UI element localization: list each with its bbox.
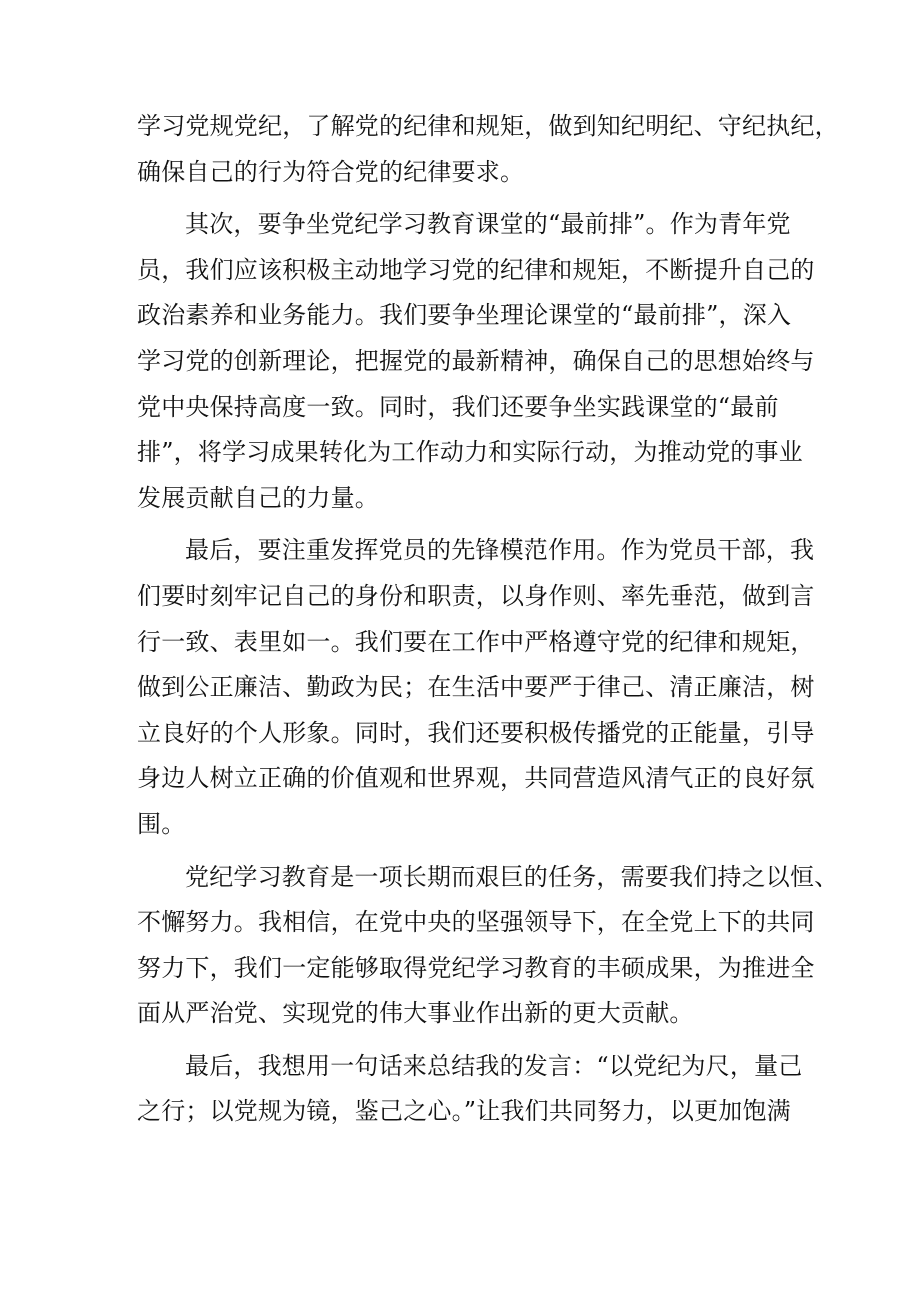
- text-line: 身边人树立正确的价值观和世界观，共同营造风清气正的良好氛: [137, 764, 815, 793]
- text-line: 不懈努力。我相信，在党中央的坚强领导下，在全党上下的共同: [137, 908, 815, 937]
- paragraph-start-line: 党纪学习教育是一项长期而艰巨的任务，需要我们持之以恒、: [185, 862, 839, 891]
- text-line: 面从严治党、实现党的伟大事业作出新的更大贡献。: [137, 999, 694, 1028]
- text-line: 努力下，我们一定能够取得党纪学习教育的丰硕成果，为推进全: [137, 953, 815, 982]
- text-line: 政治素养和业务能力。我们要争坐理论课堂的“最前排”，深入: [137, 301, 792, 330]
- text-line: 围。: [137, 809, 186, 838]
- text-line: 学习党的创新理论，把握党的最新精神，确保自己的思想始终与: [137, 346, 815, 375]
- text-line: 之行；以党规为镜，鉴己之心。”让我们共同努力，以更加饱满: [137, 1097, 791, 1126]
- text-line: 立良好的个人形象。同时，我们还要积极传播党的正能量，引导: [137, 718, 815, 747]
- paragraph-start-line: 最后，我想用一句话来总结我的发言：“以党纪为尺，量己: [185, 1051, 803, 1080]
- text-line: 们要时刻牢记自己的身份和职责，以身作则、率先垂范，做到言: [137, 581, 815, 610]
- text-line: 排”，将学习成果转化为工作动力和实际行动，为推动党的事业: [137, 438, 803, 467]
- text-line: 行一致、表里如一。我们要在工作中严格遵守党的纪律和规矩，: [137, 627, 815, 656]
- paragraph-start-line: 其次，要争坐党纪学习教育课堂的“最前排”。作为青年党: [185, 210, 791, 239]
- text-line: 党中央保持高度一致。同时，我们还要争坐实践课堂的“最前: [137, 392, 779, 421]
- text-line: 学习党规党纪，了解党的纪律和规矩，做到知纪明纪、守纪执纪，: [137, 112, 839, 140]
- document-body: [137, 104, 839, 1135]
- text-line: 做到公正廉洁、勤政为民；在生活中要严于律己、清正廉洁，树: [137, 673, 815, 702]
- text-line: 发展贡献自己的力量。: [137, 483, 379, 512]
- text-line: 确保自己的行为符合党的纪律要求。: [137, 157, 525, 186]
- text-line: 员，我们应该积极主动地学习党的纪律和规矩，不断提升自己的: [137, 255, 815, 284]
- paragraph-start-line: 最后，要注重发挥党员的先锋模范作用。作为党员干部，我: [185, 536, 815, 565]
